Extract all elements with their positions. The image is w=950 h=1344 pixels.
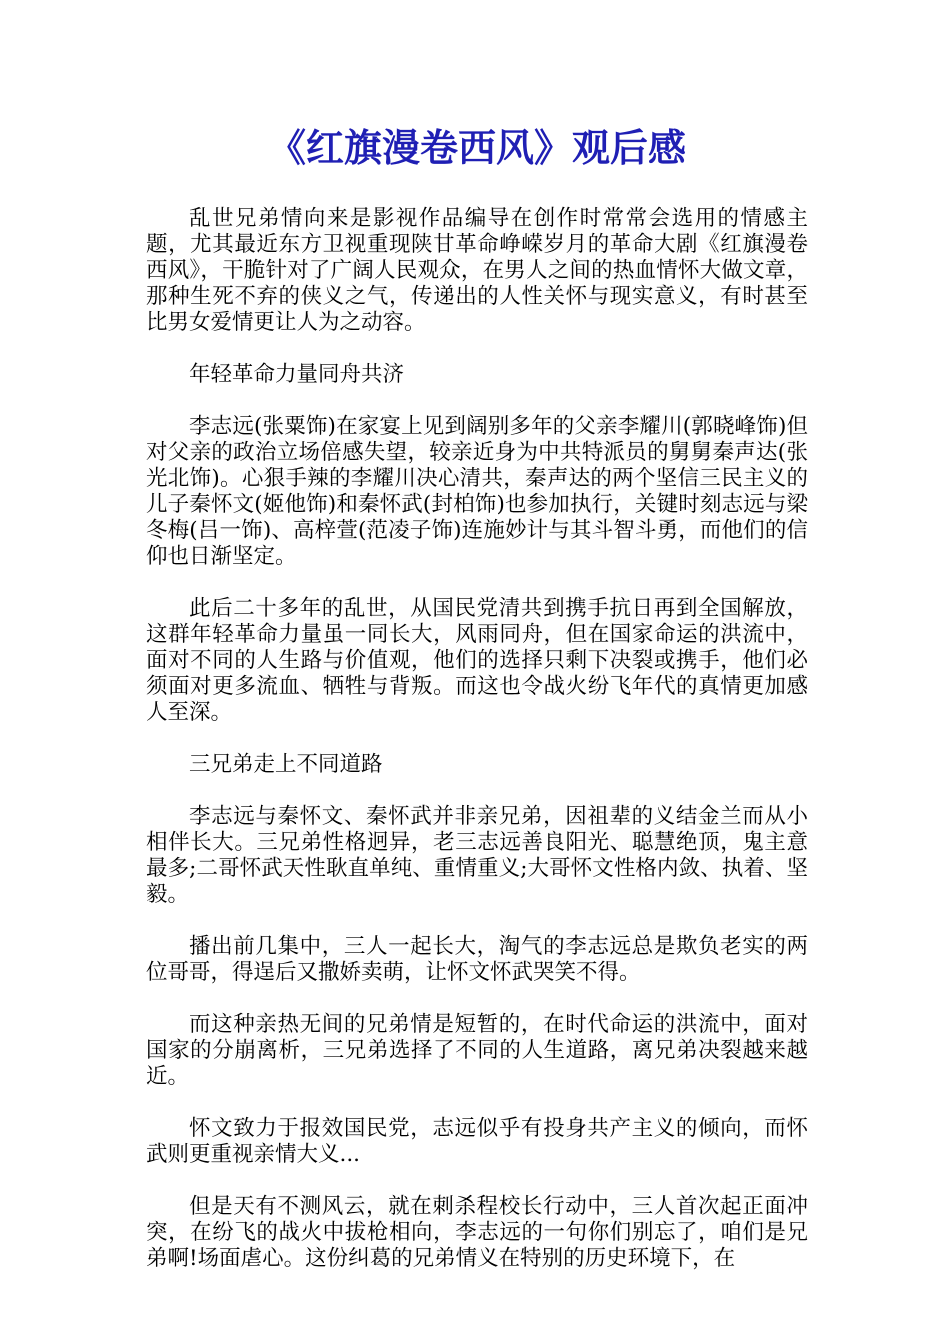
document-title: 《红旗漫卷西风》观后感 <box>267 125 686 170</box>
paragraph-plot-summary: 李志远(张粟饰)在家宴上见到阔别多年的父亲李耀川(郭晓峰饰)但对父亲的政治立场倍感失望，较亲近身为中共特派员的舅舅秦声达(张光北饰)。心狠手辣的李耀川决心清共，秦声达的两个坚信三民主义的儿子秦怀文(姬他饰)和秦怀武(封柏饰)也参加执行，关键时刻志远与梁冬梅(吕一饰)、高梓萱(范凌子饰)连施妙计与其斗智斗勇，而他们的信仰也日渐坚定。 <box>146 414 808 569</box>
paragraph-different-paths: 怀文致力于报效国民党，志远似乎有投身共产主义的倾向，而怀武则更重视亲情大义... <box>146 1116 808 1167</box>
paragraph-turbulent-years: 此后二十多年的乱世，从国民党清共到携手抗日再到全国解放，这群年轻革命力量虽一同长大，风雨同舟，但在国家命运的洪流中，面对不同的人生路与价值观，他们的选择只剩下决裂或携手，他们必须面对更多流血、牺牲与背叛。而这也令战火纷飞年代的真情更加感人至深。 <box>146 596 808 725</box>
paragraph-childhood: 播出前几集中，三人一起长大，淘气的李志远总是欺负老实的两位哥哥，得逞后又撒娇卖萌，让怀文怀武哭笑不得。 <box>146 934 808 985</box>
document-page <box>146 118 808 1298</box>
paragraph-brothers-personalities: 李志远与秦怀文、秦怀武并非亲兄弟，因祖辈的义结金兰而从小相伴长大。三兄弟性格迥异，老三志远善良阳光、聪慧绝顶，鬼主意最多;二哥怀武天性耿直单纯、重情重义;大哥怀文性格内敛、执着、坚毅。 <box>146 804 808 907</box>
paragraph-conflict: 但是天有不测风云，就在刺杀程校长行动中，三人首次起正面冲突，在纷飞的战火中拔枪相向，李志远的一句你们别忘了，咱们是兄弟啊!场面虐心。这份纠葛的兄弟情义在特别的历史环境下，在 <box>146 1194 808 1271</box>
section-heading-young-revolutionaries: 年轻革命力量同舟共济 <box>189 362 405 387</box>
paragraph-intro: 乱世兄弟情向来是影视作品编导在创作时常常会选用的情感主题，尤其最近东方卫视重现陕甘革命峥嵘岁月的革命大剧《红旗漫卷西风》，干脆针对了广阔人民观众，在男人之间的热血情怀大做文章，那种生死不弃的侠义之气，传递出的人性关怀与现实意义，有时甚至比男女爱情更让人为之动容。 <box>146 206 808 335</box>
paragraph-brotherhood-fleeting: 而这种亲热无间的兄弟情是短暂的，在时代命运的洪流中，面对国家的分崩离析，三兄弟选择了不同的人生道路，离兄弟决裂越来越近。 <box>146 1012 808 1089</box>
section-heading-three-brothers: 三兄弟走上不同道路 <box>189 752 383 777</box>
